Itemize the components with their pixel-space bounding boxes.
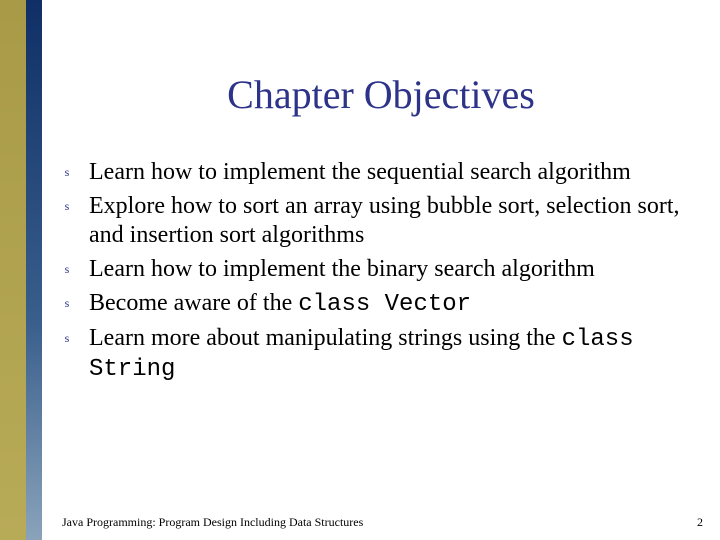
code-keyword: class [561,326,634,353]
bullet-item [60,324,700,384]
bullet-text: Become aware of the [89,290,299,316]
page-number: 2 [697,515,703,529]
code-keyword: class [298,291,371,318]
bullet-list [60,158,700,389]
bullet-item [60,158,700,187]
bullet-item [60,289,700,319]
side-blue-stripe [26,0,42,540]
side-gold-stripe [0,0,26,540]
side-decoration-bar [0,0,42,540]
bullet-text: Learn more about manipulating strings using the [89,325,562,351]
bullet-text: Learn how to implement the binary search algorithm [89,256,595,282]
code-space [370,291,384,318]
code-class-name: String [89,356,176,383]
code-class-name: Vector [384,291,472,318]
bullet-icon: s [64,199,70,213]
bullet-text: Explore how to sort an array using bubble sort, selection sort, and insertion sort algorithms [89,193,680,248]
bullet-icon: s [64,165,70,179]
bullet-icon: s [64,331,70,345]
bullet-text: Learn how to implement the sequential search algorithm [89,159,631,185]
slide-title: Chapter Objectives [227,72,535,117]
bullet-icon: s [64,262,70,276]
footer-text: Java Programming: Program Design Including Data Structures [62,515,364,529]
bullet-item [60,255,700,284]
bullet-item [60,192,700,250]
bullet-icon: s [64,296,70,310]
